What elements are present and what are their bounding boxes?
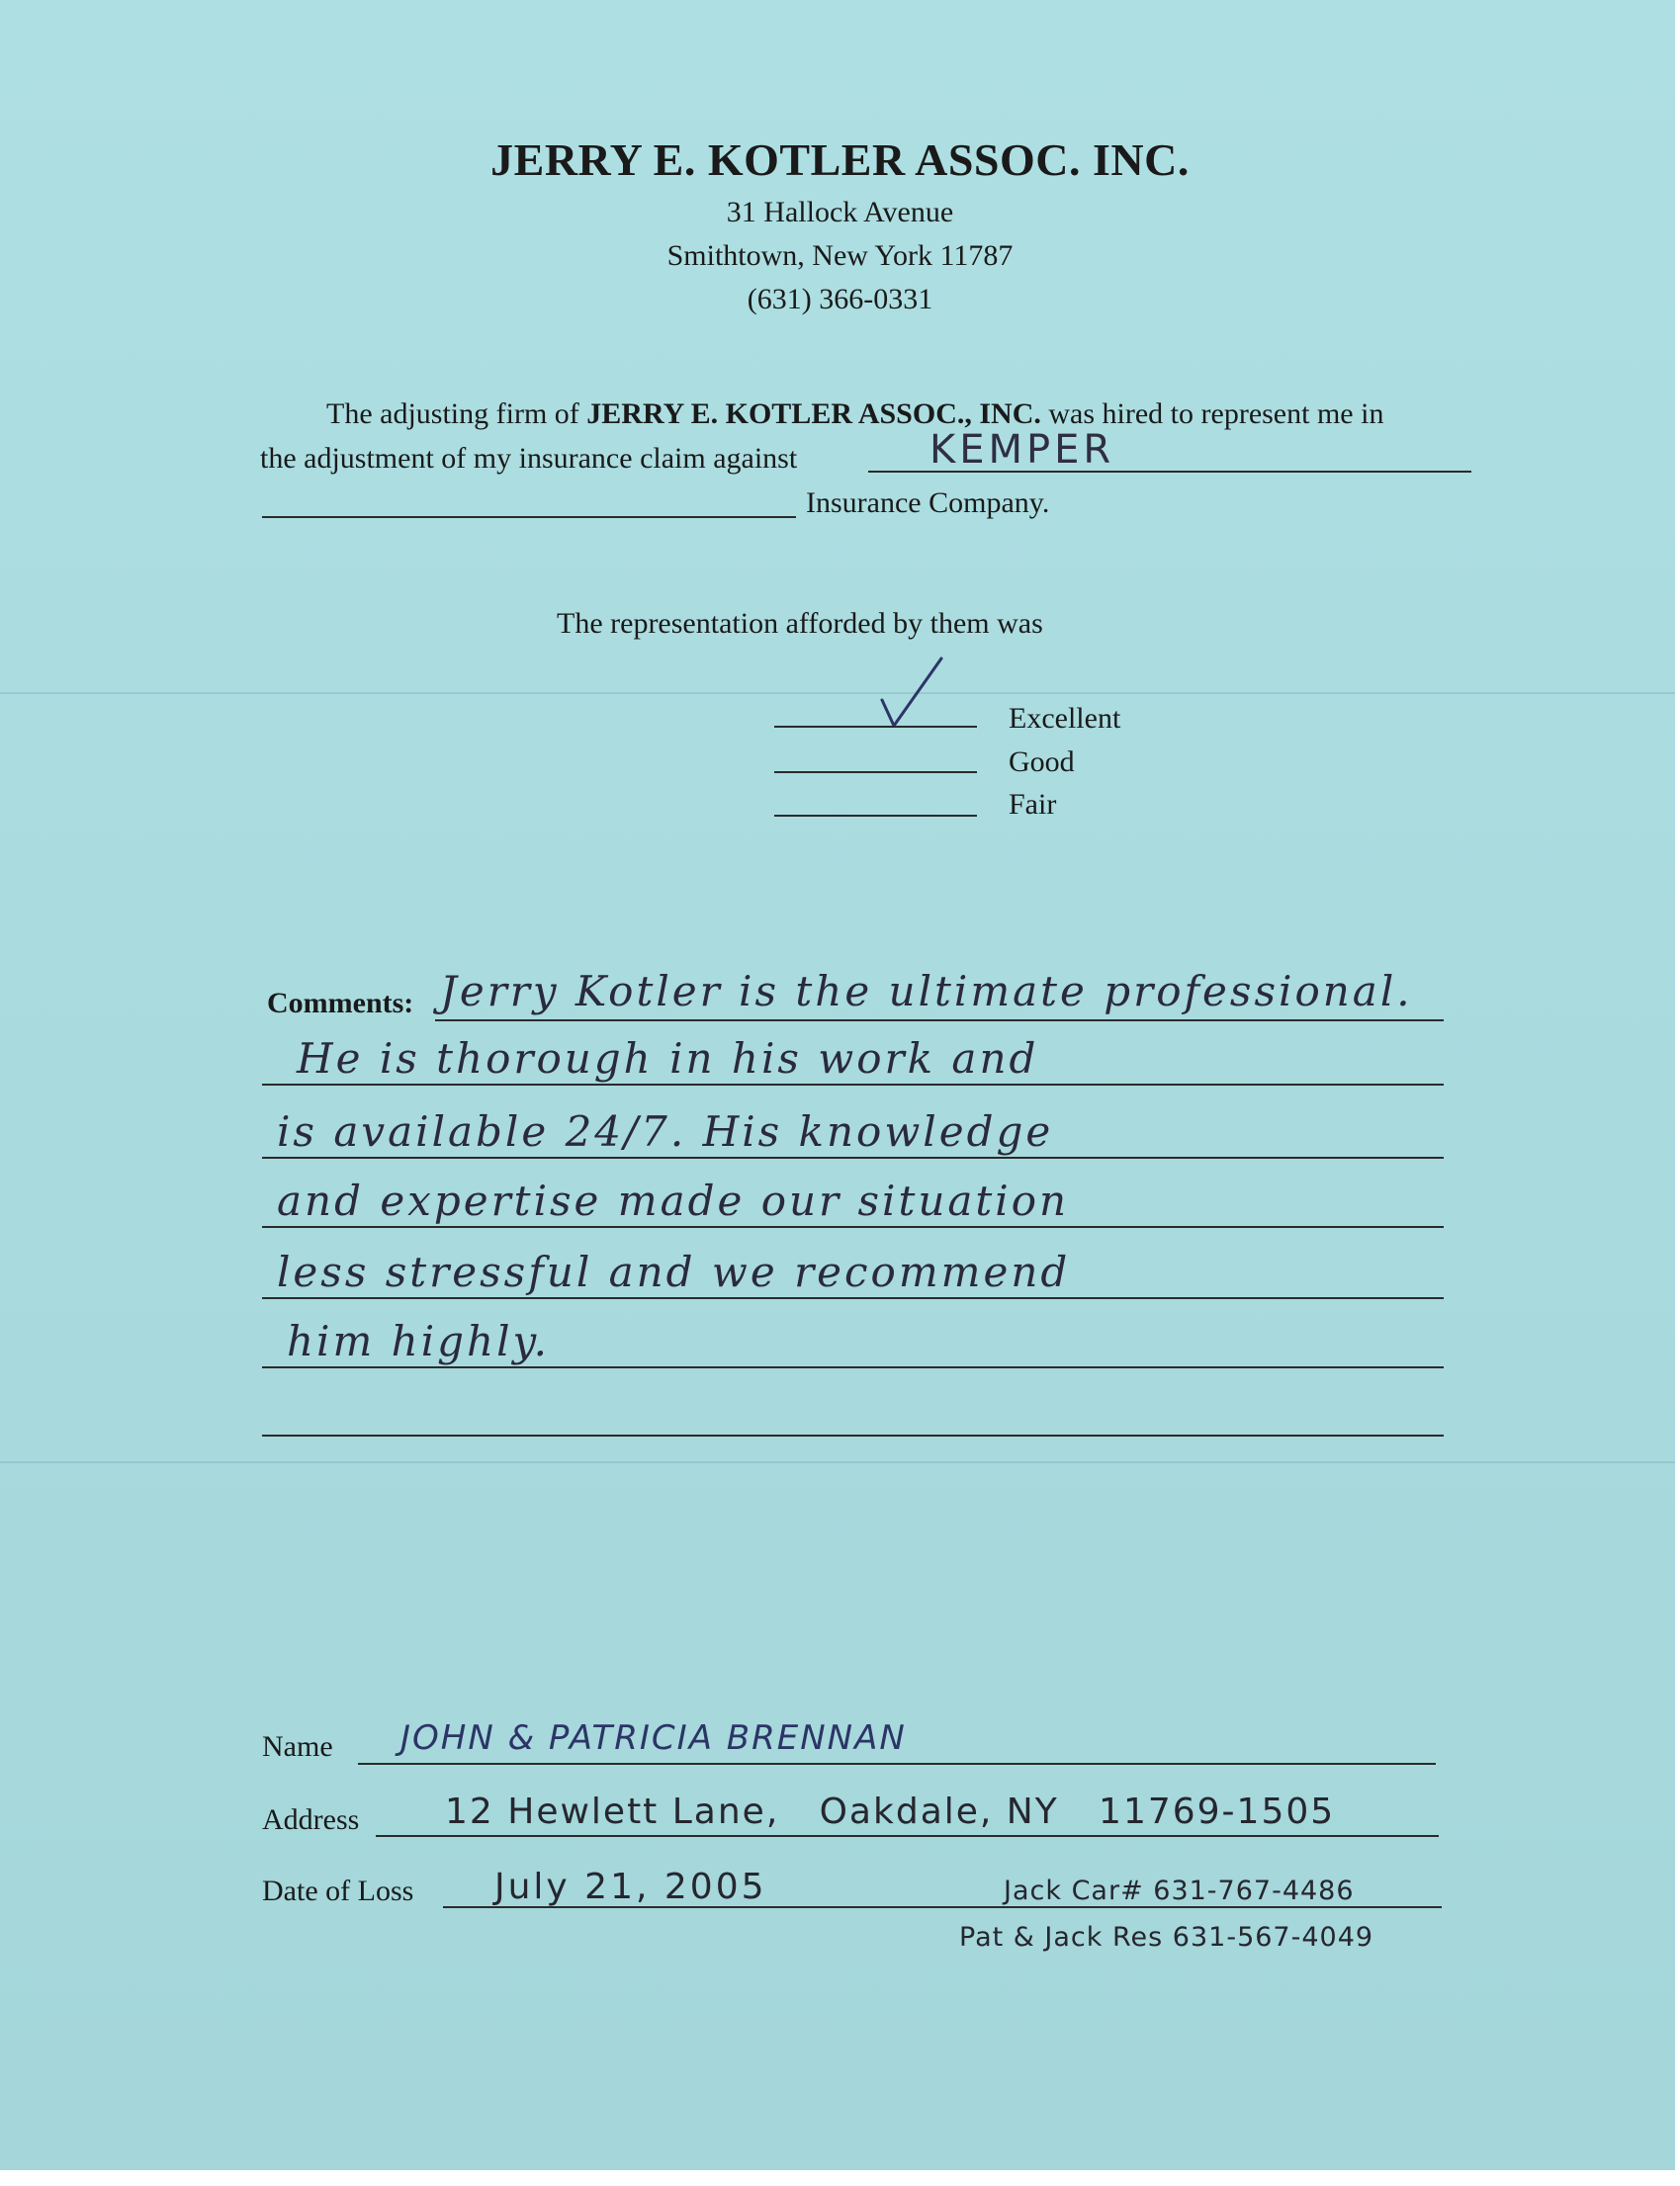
rating-option-excellent: Excellent: [1009, 702, 1121, 735]
insurer-line-2: [262, 516, 796, 518]
comment-line: [262, 1435, 1444, 1437]
phone-note-2: Pat & Jack Res 631-567-4049: [959, 1922, 1374, 1953]
phone-note-1: Jack Car# 631-767-4486: [1004, 1876, 1355, 1906]
comment-text-line-4[interactable]: and expertise made our situation: [277, 1177, 1070, 1225]
statement-line-1: [326, 397, 1383, 431]
comment-text-line-2[interactable]: He is thorough in his work and: [297, 1034, 1039, 1083]
rating-option-good: Good: [1009, 745, 1075, 778]
statement-firm: JERRY E. KOTLER ASSOC., INC.: [586, 397, 1041, 430]
statement-line-2: the adjustment of my insurance claim against: [260, 442, 798, 475]
name-line: [358, 1763, 1436, 1765]
address-label: Address: [262, 1803, 360, 1836]
statement-text: was hired to represent me in: [1048, 397, 1384, 430]
rating-option-fair: Fair: [1009, 788, 1057, 821]
paper-fold: [0, 1461, 1675, 1463]
comment-line: [262, 1297, 1444, 1299]
name-value[interactable]: JOHN & PATRICIA BRENNAN: [400, 1718, 907, 1758]
address-line: [376, 1835, 1439, 1837]
address-value[interactable]: 12 Hewlett Lane, Oakdale, NY 11769-1505: [445, 1792, 1336, 1832]
date-of-loss-value[interactable]: July 21, 2005: [494, 1867, 767, 1907]
insurer-value[interactable]: KEMPER: [929, 427, 1115, 473]
rating-line-fair[interactable]: [774, 815, 977, 817]
comment-text-line-1[interactable]: Jerry Kotler is the ultimate professional.: [440, 967, 1413, 1015]
comment-text-line-3[interactable]: is available 24/7. His knowledge: [277, 1107, 1054, 1156]
comment-line: [262, 1366, 1444, 1368]
comment-text-line-5[interactable]: less stressful and we recommend: [277, 1248, 1071, 1296]
rating-line-good[interactable]: [774, 771, 977, 773]
rating-line-excellent[interactable]: [774, 726, 977, 728]
comment-line: [262, 1084, 1444, 1086]
name-label: Name: [262, 1730, 333, 1763]
comment-text-line-6[interactable]: him highly.: [287, 1317, 551, 1365]
comment-line: [435, 1019, 1444, 1021]
rating-prompt: The representation afforded by them was: [557, 607, 1043, 640]
company-street: 31 Hallock Avenue: [726, 196, 954, 228]
company-phone: (631) 366-0331: [747, 283, 933, 315]
date-of-loss-label: Date of Loss: [262, 1875, 414, 1907]
comments-label: Comments:: [267, 987, 414, 1019]
paper-fold: [0, 692, 1675, 694]
company-name: JERRY E. KOTLER ASSOC. INC.: [490, 134, 1190, 185]
statement-line-3: Insurance Company.: [806, 486, 1050, 519]
company-city: Smithtown, New York 11787: [666, 239, 1014, 272]
statement-text: The adjusting firm of: [326, 397, 579, 430]
checkmark-icon: [870, 653, 949, 732]
comment-line: [262, 1226, 1444, 1228]
comment-line: [262, 1157, 1444, 1159]
